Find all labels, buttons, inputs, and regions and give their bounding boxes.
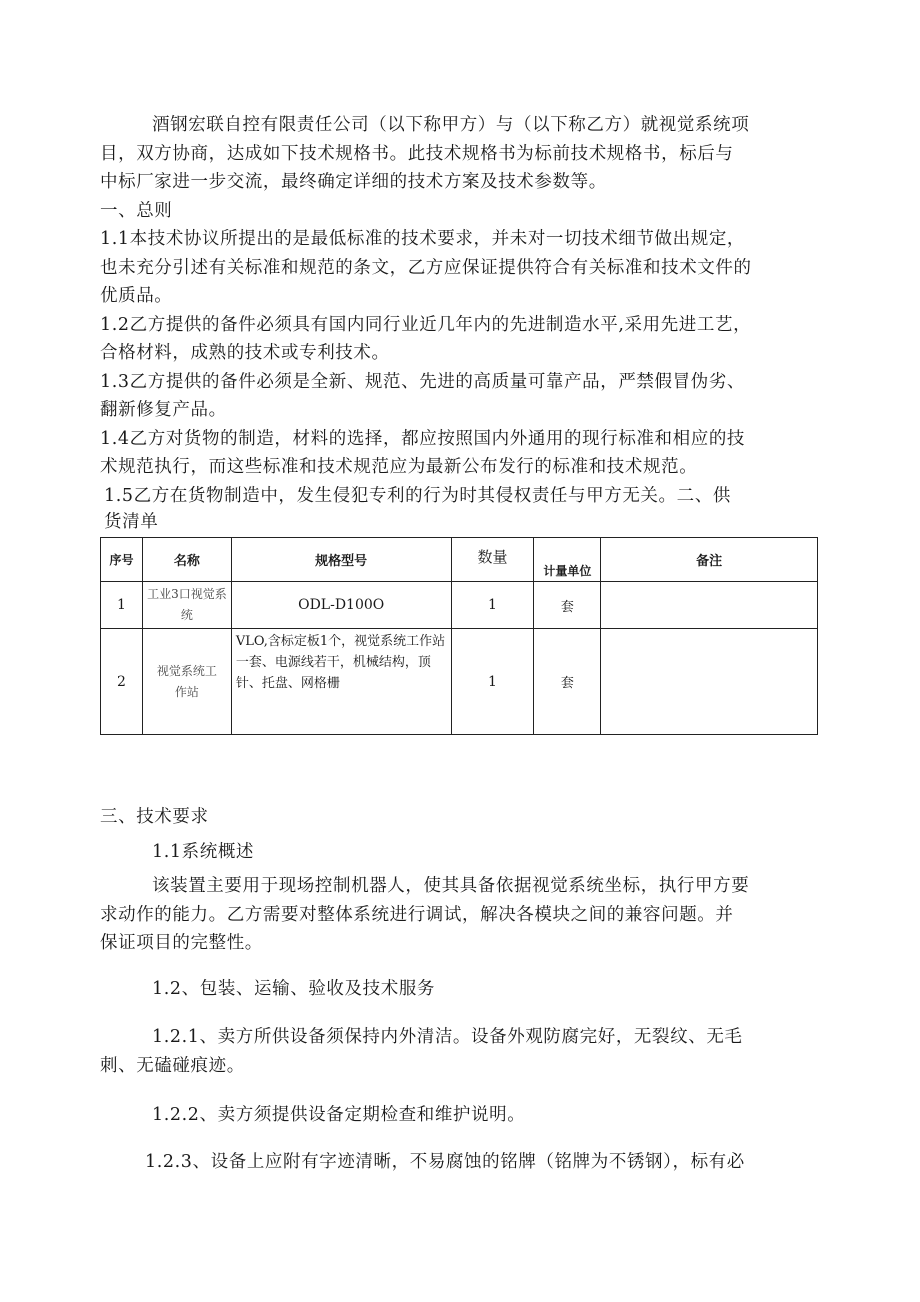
- cell-unit: 套: [534, 629, 601, 735]
- section-1-line: 1.2乙方提供的备件必须具有国内同行业近几年内的先进制造水平,采用先进工艺，: [100, 315, 752, 335]
- section-1-line: 合格材料，成熟的技术或专利技术。: [100, 343, 390, 363]
- cell-qty: 1: [451, 582, 534, 629]
- cell-qty: 1: [451, 629, 534, 735]
- cell-note: [601, 629, 818, 735]
- item-1-2-1-line: 1.2.1、卖方所供设备须保持内外清洁。设备外观防腐完好，无裂纹、无毛: [152, 1027, 743, 1047]
- subsection-1-2-title: 1.2、包装、运输、验收及技术服务: [152, 979, 436, 999]
- section-1-line: 术规范执行，而这些标准和技术规范应为最新公布发行的标准和技术规范。: [100, 457, 698, 477]
- subsection-1-1-title: 1.1系统概述: [152, 842, 255, 862]
- header-no: 序号: [101, 538, 143, 582]
- section-1-line: 1.4乙方对货物的制造，材料的选择，都应按照国内外通用的现行标准和相应的技: [100, 429, 746, 449]
- section-1-line: 1.3乙方提供的备件必须是全新、规范、先进的高质量可靠产品，严禁假冒伪劣、: [100, 372, 746, 392]
- section-1-title: 一、总则: [100, 201, 173, 221]
- section-1-line: 翻新修复产品。: [100, 400, 227, 420]
- cell-spec: ODL-D100O: [231, 582, 451, 629]
- para-line: 保证项目的完整性。: [100, 933, 263, 953]
- goods-table: [100, 537, 818, 735]
- item-1-2-2: 1.2.2、卖方须提供设备定期检查和维护说明。: [152, 1105, 526, 1125]
- table-row: [101, 629, 818, 735]
- para-line: 求动作的能力。乙方需要对整体系统进行调试，解决各模块之间的兼容问题。并: [100, 905, 734, 925]
- cell-note: [601, 582, 818, 629]
- cell-name: 工业3口视觉系统: [142, 582, 231, 629]
- item-1-2-1-line: 刺、无磕碰痕迹。: [100, 1056, 245, 1076]
- header-name: 名称: [142, 538, 231, 582]
- table-header-row: [101, 538, 818, 582]
- cell-spec: VLO,含标定板1个，视觉系统工作站一套、电源线若干，机械结构，顶针、托盘、网格栅: [231, 629, 451, 735]
- header-unit: 计量单位: [534, 538, 601, 582]
- header-note: 备注: [601, 538, 818, 582]
- intro-line-1: 酒钢宏联自控有限责任公司（以下称甲方）与（以下称乙方）就视觉系统项: [152, 115, 750, 135]
- intro-line-3: 中标厂家进一步交流，最终确定详细的技术方案及技术参数等。: [100, 172, 607, 192]
- intro-line-2: 目，双方协商，达成如下技术规格书。此技术规格书为标前技术规格书，标后与: [100, 144, 734, 164]
- section-1-line: 1.1本技术协议所提出的是最低标准的技术要求，并未对一切技术细节做出规定，: [100, 229, 746, 249]
- section-1-line: 也未充分引述有关标准和规范的条文，乙方应保证提供符合有关标准和技术文件的: [100, 258, 752, 278]
- header-qty: 数量: [451, 538, 534, 582]
- section-1-line: 1.5乙方在货物制造中，发生侵犯专利的行为时其侵权责任与甲方无关。二、供: [104, 486, 731, 506]
- cell-unit: 套: [534, 582, 601, 629]
- cell-no: 2: [101, 629, 143, 735]
- table-row: [101, 582, 818, 629]
- para-line: 该装置主要用于现场控制机器人，使其具备依据视觉系统坐标，执行甲方要: [152, 876, 750, 896]
- section-1-line: 优质品。: [100, 286, 173, 306]
- item-1-2-3: 1.2.3、设备上应附有字迹清晰，不易腐蚀的铭牌（铭牌为不锈钢），标有必: [145, 1152, 745, 1172]
- cell-name: 视觉系统工作站: [142, 629, 231, 735]
- header-spec: 规格型号: [231, 538, 451, 582]
- section-3-title: 三、技术要求: [100, 807, 209, 827]
- cell-no: 1: [101, 582, 143, 629]
- section-1-line: 货清单: [104, 512, 159, 532]
